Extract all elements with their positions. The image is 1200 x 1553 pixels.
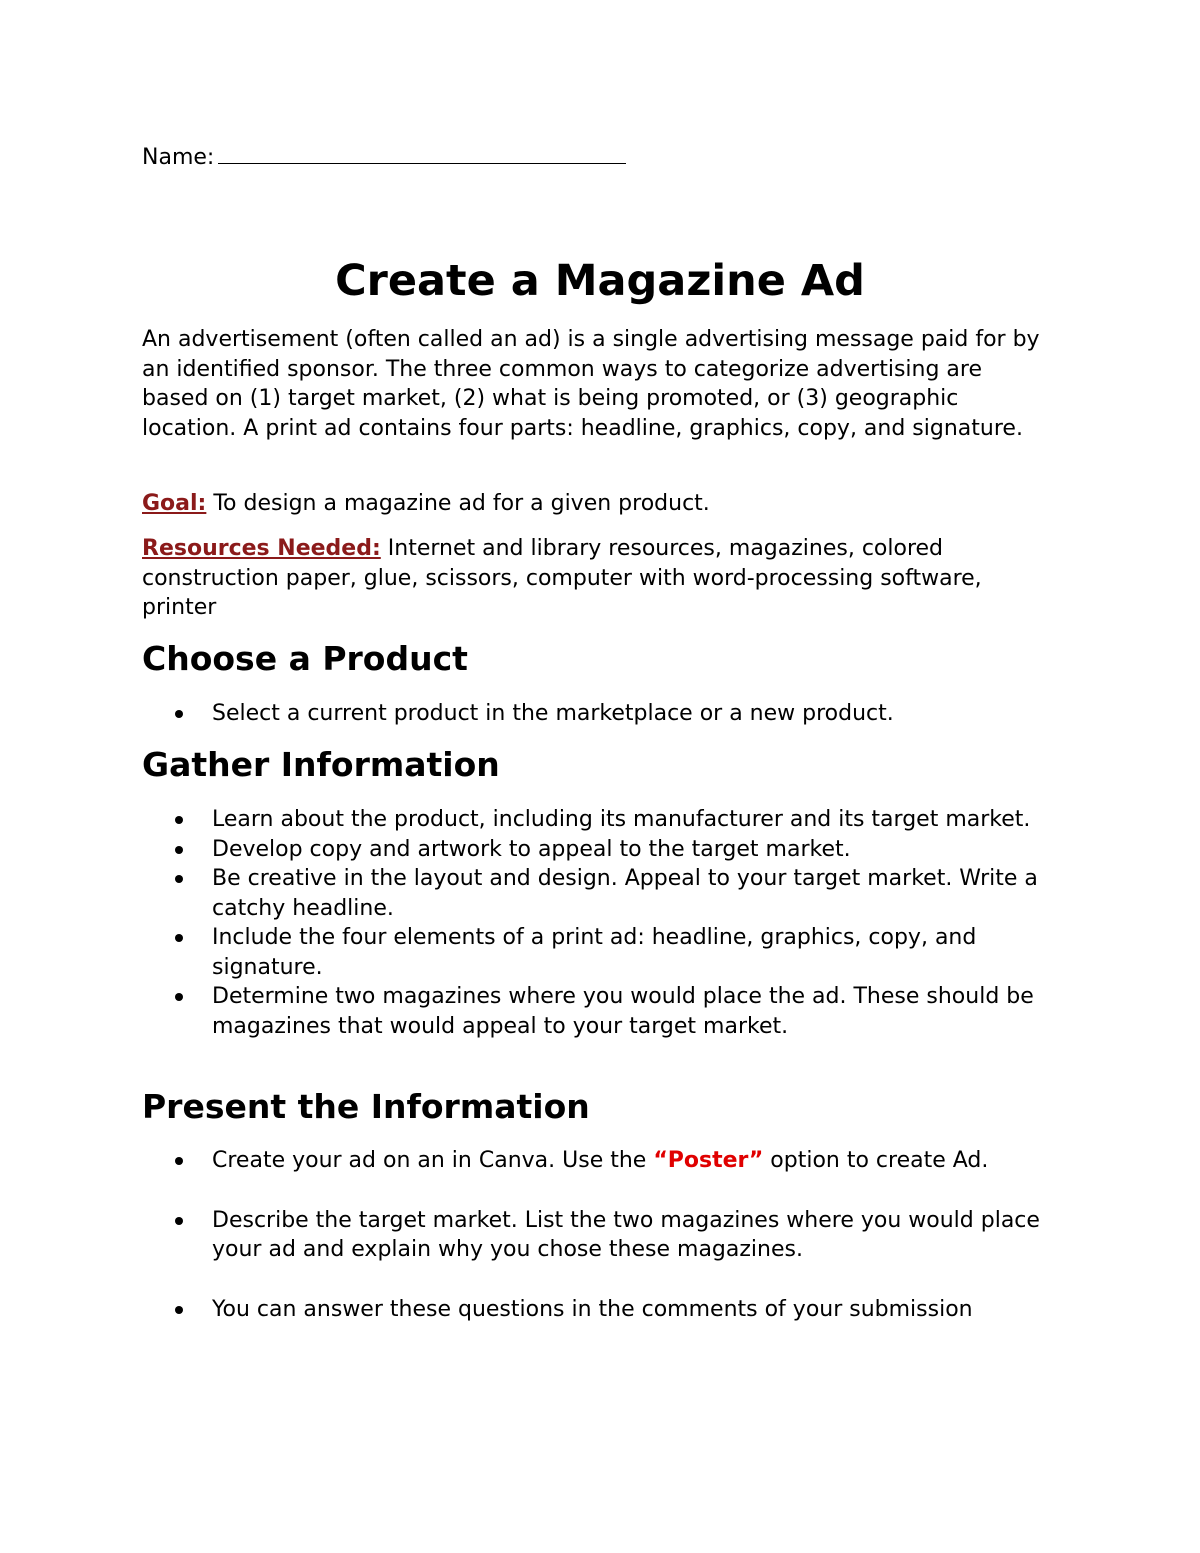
list-item-text: Create your ad on an in Canva. Use the — [212, 1148, 654, 1173]
choose-product-list — [142, 699, 1062, 729]
intro-paragraph: An advertisement (often called an ad) is a single advertising message paid for by an identified sponsor. The three common ways to categorize advertising are based on (1) target market, (2) what is being promoted, or (3) geographic location. A print ad contains four parts: headline, graphics, copy, and signature. — [142, 327, 1040, 441]
list-item-text: Include the four elements of a print ad: headline, graphics, copy, and signature. — [212, 925, 977, 980]
list-item-text: Determine two magazines where you would place the ad. These should be magazines that would appeal to your target market. — [212, 984, 1034, 1039]
bullet-icon — [175, 1306, 183, 1314]
list-item — [142, 923, 1062, 982]
list-item — [142, 1146, 1062, 1176]
list-item — [142, 699, 1062, 729]
list-item — [142, 864, 1062, 923]
resources-paragraph — [142, 534, 1062, 623]
list-item-text: Select a current product in the marketplace or a new product. — [212, 701, 894, 726]
goal-paragraph — [142, 489, 1052, 519]
list-item — [142, 1295, 1062, 1325]
poster-highlight: “Poster” — [653, 1148, 764, 1173]
list-item-text: You can answer these questions in the comments of your submission — [212, 1296, 973, 1322]
resources-label: Resources Needed: — [142, 536, 381, 561]
heading-present-information: Present the Information — [142, 1087, 590, 1126]
list-item — [142, 805, 1062, 835]
goal-label: Goal: — [142, 491, 207, 516]
list-item-text: Describe the target market. List the two magazines where you would place your ad and explain why you chose these magazines. — [212, 1207, 1040, 1262]
list-item — [142, 835, 1062, 865]
list-item-text-end: option to create Ad. — [763, 1148, 989, 1173]
gather-information-list — [142, 805, 1062, 1041]
list-item-text: Develop copy and artwork to appeal to the target market. — [212, 836, 851, 862]
list-item — [142, 982, 1062, 1041]
name-field — [142, 141, 626, 173]
bullet-icon — [175, 710, 183, 718]
page-title: Create a Magazine Ad — [335, 256, 865, 306]
bullet-icon — [175, 993, 183, 1001]
bullet-icon — [175, 934, 183, 942]
name-blank-line[interactable] — [218, 141, 626, 164]
present-information-list — [142, 1146, 1062, 1354]
bullet-icon — [175, 846, 183, 854]
list-item-text: Learn about the product, including its manufacturer and its target market. — [212, 807, 1031, 832]
bullet-icon — [175, 816, 183, 824]
heading-gather-information: Gather Information — [142, 745, 500, 784]
list-item-text: Be creative in the layout and design. Appeal to your target market. Write a catchy headline. — [212, 866, 1038, 921]
bullet-icon — [175, 1217, 183, 1225]
list-item — [142, 1206, 1062, 1265]
bullet-icon — [175, 1157, 183, 1165]
name-label: Name: — [142, 145, 215, 170]
goal-text: To design a magazine ad for a given product. — [206, 491, 710, 516]
bullet-icon — [175, 875, 183, 883]
resources-text: Internet and library resources, magazines, colored construction paper, glue, scissors, computer with word-processing software, printer — [142, 536, 982, 620]
heading-choose-product: Choose a Product — [142, 639, 468, 678]
